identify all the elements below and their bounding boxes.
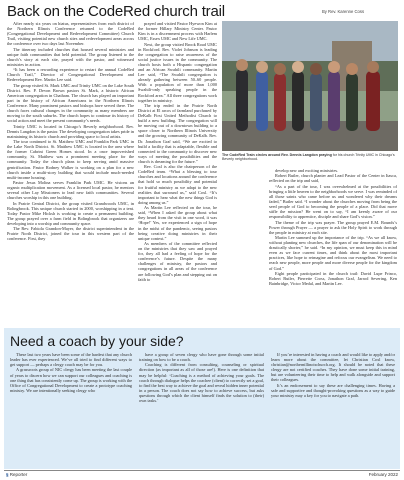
paragraph: “It has been a rewarding experience to restart the annual CodeRed Church Trail,” Director of Congregational Development and Redevelopment Rev. Martin Lee said.: [7, 67, 134, 83]
footer-rule: [4, 470, 400, 471]
paragraph: Rev. Coxl is also the chairperson of the CodeRed team. “What a blessing to tour churches and locations around the conference that hold so much possibility and potential for fruitful ministry as we adapt to the new realities that surround us,” said Coxl. “It’s important to hear what the new things God is doing among us.”: [138, 164, 217, 205]
paragraph: After nearly six years on hiatus, representatives from each district of the Northern Illinois Conference returned to the CodeRed (Congregational Development and Redevelopment Committee) Church Trail, visiting potential new church sites and redevelopment areas across the conference over two days last November.: [7, 21, 134, 47]
paragraph: Pastor Jesus Molina serves Franklin Park UMC. He visions an organic multiplication movement. As a licensed local pastor, he mentors several other Lay Missioners to lead new faith communities. Several churches worship in this one building.: [7, 180, 134, 201]
article-column-2: [138, 21, 217, 319]
article-column-3: [269, 168, 397, 318]
paragraph: The itinerary included churches that housed several ministries and unique faith communities that held potential. The group listened to the church’s story at each site, prayed with the pastor, and witnessed ministries in action.: [7, 46, 134, 67]
article-headline: Back on the CodeRed church trail: [7, 3, 225, 20]
paragraph: These last two years have been some of the hardest that any church leader has ever experienced. We’ve all tried to find different ways to get support — perhaps a clergy coach may be for you.: [10, 352, 132, 368]
photo-caption-bold: The CodeRed Train circles around Rev. Dennis Langdon praying: [222, 153, 332, 157]
footer-publication: [6, 472, 27, 477]
coach-column-2: [139, 352, 264, 466]
paragraph: The theme of the trip was prayer. The group prayed E.M. Bounds’s Power through Prayer — a prayer to ask the Holy Spirit to work through the people in ministry at each site.: [269, 219, 397, 235]
photo-illustration: [222, 21, 398, 151]
footer-publication-name: Reporter: [9, 472, 28, 477]
paragraph: develop new and exciting ministries.: [275, 168, 339, 173]
paragraph: As Martin Lee reflected on the tour, he said, “When I asked the group about what they heard from the visit in one word, it was ‘Hope!’ Yes, we experienced a sign of hope in the midst of the pandemic, seeing pastors being creative doing ministries in their unique context.”: [138, 205, 217, 241]
photo-caption-rest: for his church Trinity UMC in Chicago’s Beverly neighborhood.: [222, 153, 395, 162]
paragraph: have a group of seven clergy who have gone through some initial training on how to be a coach.: [139, 352, 264, 363]
coach-column-3: [271, 352, 395, 466]
paragraph: prayed and visited Pastor Hyewon Kim at the former Hillary Ministry Center. Pastor Kim is in a discernment process with Harlem UMC, Essex UMC and New Life UMC.: [138, 21, 217, 42]
paragraph: Next, the group visited Brook Road UMC in Rockford. Rev. Violet Johnson is leading the congregation to raise awareness of the social justice issues in the community. The church hosts both a Hispanic congregation and an African Swahili community. Martin Lee said, “The Swahili congregation is already gathering between 50–60 people. With a population of more than 1,000 Swahili-only speaking people in the Rockford area.” All three congregations work together in ministry.: [138, 41, 217, 103]
paragraph: The tour continued to St. Matthew UMC and Franklin Park UMC in the Lake North District. St. Matthew UMC is located in the area where the former Cabrini Green Homes stood. In a once impoverished community, St. Matthew was a prominent meeting place for the community. Today the church plans to keep serving amid massive gentrification. Pastor Rodney Walker is working on a plan for a new church inside a multi-story building that would include much-needed multi-income housing.: [7, 139, 134, 180]
paragraph: Robert Butler, church planter and Lead Pastor of the Center in Itasca, reflected on the trip and said,: [269, 173, 397, 184]
paragraph: As members of the committee reflected on the ministries that they saw and prayed for, they all had a feeling of hope for the conference’s future. Despite the many challenges of ministry, the pastors and congregations in all areas of the conference are following God’s plan and stepping out on faith to: [138, 240, 217, 282]
paragraph: In Prairie Central District, the group visited Grandwoods UMC, in Bolingbrook. This unique church started in 2000, worshipping in a tent. Today Pastor Mike Hicksh is working to create a permanent building. The group prayed over a farm field in Bolingbrook that organizers are developing into a worship and community space.: [7, 200, 134, 226]
footer-mark: §: [6, 472, 9, 477]
paragraph: A grassroots group of NIC clergy has been meeting the last couple of years to discern how we can support our colleagues and coaching is one thing that has consistently come up. The group is working with the Office of Congregational Development to create a prototype coaching ministry. We are intentionally seeking clergy who: [10, 367, 132, 393]
paragraph: “As a part of the tour, I was overwhelmed at the possibilities of bringing a little heaven to the neighborhoods we serve. I was reminded of all those saints who came before us and wondered why their dreams faded,” Butler said. “I wonder about the churches moving from being the seed people of God to becoming the people of a place. Did that move stifle the mission? He went on to say, “I am keenly aware of our responsibility to apprentice, disciple and share God’s vision.”: [269, 183, 397, 220]
paragraph: It’s an endorsement to say these are challenging times. Having a safe and supportive and thought-provoking questions as a way to guide your ministry may a key for you to navigate a path.: [271, 382, 395, 398]
paragraph: The group visited St. Mark UMC and Trinity UMC on the Lake South District. Rev. P. Devon Brown pastors St. Mark, a historic African American congregation in Chatham. The church has played an important part in the history of African Americans in the Northern Illinois Conference. Many prominent pastors and bishops have served there. The church faces cultural changes in the community as many members are moving to the south suburbs. The church hopes to continue its history of social action and meet the present community’s needs.: [7, 82, 134, 124]
footer-date: February 2022: [368, 472, 398, 477]
paragraph: Martin Lee summed up the importance of the trip. “As we all know, without planting new churches, the life span of our denomination will be drastically shorter,” he said. “In my opinion, we must keep this in mind even as we face current times, and think about the most important practices, like hope to reimagine and refocus our evangelism. We need to reach new people, more people and more diverse people for the kingdom of God.”: [269, 234, 397, 271]
group-photo: [222, 21, 398, 151]
paragraph: Coaching is different from consulting, counseling or spiritual direction (as important as all of those are!). Here is one definition that may be helpful: ‘Coaching is a method of achieving your goals. The coach through dialogue helps the coachee (client) to correctly set a goal, to find the best way to achieve the goal and reveal hidden inner potential in a person. The coach does not say how to achieve success, but asks questions through which the client himself finds the solution to (their) own tasks.’: [139, 362, 264, 404]
coach-column-1: [10, 352, 132, 466]
photo-caption: [222, 153, 398, 162]
paragraph: The Rev. Fabiola Grandon-Mayer, the district superintendent in the Prairie North District, joined the tour in this western part of the conference. First, they: [7, 226, 134, 242]
paragraph: If you’re interested in having a coach and would like to apply and/or learn more about the committee, let Christian Coxl know, christian@northernillinoischurch.org. It should be noted that these clergy are not certified coaches. They have done some initial training, but are volunteering their time to help and walk alongside and support their colleagues.: [271, 352, 395, 383]
article-column-1: [7, 21, 134, 317]
paragraph: The trip ended in the Prairie North District at El arcos of farmland purchased by DeKalb First United Methodist Church to build a new building. The congregation will be moving out of a downtown building to a space closer to Northern Illinois University and the growing community of DeKalb. Rev. Dr. Jonathon Graf said, “We are excited to build a facility that is adaptable, flexible and connected to the community to discover new ways of meeting the possibilities and the church is dreaming for the future.”: [138, 102, 217, 164]
paragraph: Eight people participated in the church trail: David Lupe Frinco, Robert Butler, Pierrette Cross, Jonathon Graf, Jarrod Severing, Ken Bainbridge, Victor Medal, and Martin Lee.: [269, 270, 397, 286]
article-byline: By Rev. Karenne Coss: [322, 9, 365, 14]
coach-sidebar-title: Need a coach by your side?: [10, 333, 184, 349]
paragraph: Trinity UMC is located in Chicago’s Beverly neighborhood. Rev. Dennis Langdon is the pastor. The developing congregation takes pride in maintaining its historic church and providing space to local artists.: [7, 123, 134, 139]
